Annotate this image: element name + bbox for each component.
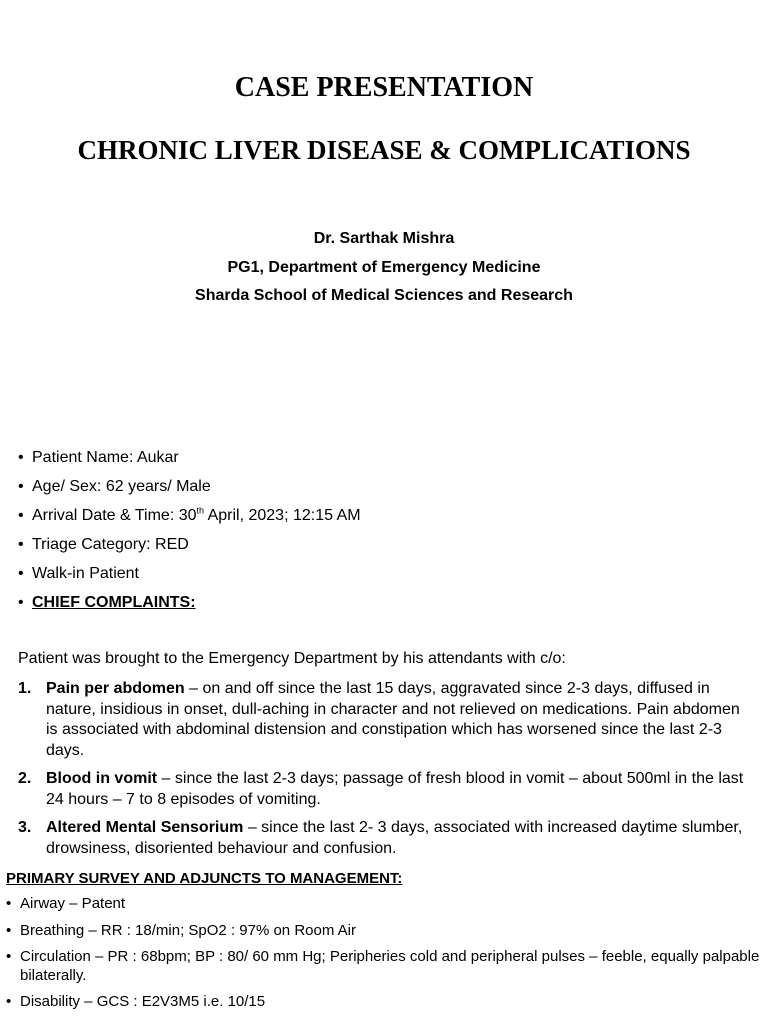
arrival-superscript: th (196, 505, 205, 516)
primary-survey-heading: PRIMARY SURVEY AND ADJUNCTS TO MANAGEMENT: (6, 870, 403, 887)
author-position: PG1, Department of Emergency Medicine (227, 259, 541, 276)
complaint-item (18, 769, 753, 810)
complaint-number: 3. (18, 819, 32, 836)
survey-item-disability: • Disability – GCS : E2V3M5 i.e. 10/15 (6, 993, 761, 1012)
complaint-text: – on and off since the last 15 days, aggravated since 2-3 days, diffused in nature, insidious in onset, dull-aching in character and not relieved on medications. Pain abdomen is associated with abdominal distension and constipation which has worsened since the last 2-3 days. (46, 680, 740, 759)
chief-complaints-label: CHIEF COMPLAINTS: (32, 594, 196, 611)
arrival-suffix: April, 2023; 12:15 AM (204, 507, 361, 524)
complaint-number: 1. (18, 680, 32, 697)
complaint-number: 2. (18, 770, 32, 787)
patient-details-list (18, 446, 361, 620)
survey-item-circulation: • Circulation – PR : 68bpm; BP : 80/ 60 mm Hg; Peripheries cold and peripheral pulses – feeble, equally palpable bilaterally. (6, 948, 761, 985)
patient-name: • Patient Name: Aukar (18, 446, 361, 475)
complaint-item (18, 818, 753, 859)
complaints-list (18, 679, 753, 867)
chief-complaints-heading (18, 591, 361, 620)
survey-item-airway: • Airway – Patent (6, 895, 761, 914)
patient-triage: • Triage Category: RED (18, 533, 361, 562)
author-institution: Sharda School of Medical Sciences and Research (195, 287, 573, 304)
arrival-prefix: Arrival Date & Time: 30 (32, 507, 197, 524)
complaint-text: – since the last 2-3 days; passage of fresh blood in vomit – about 500ml in the last 24 hours – 7 to 8 episodes of vomiting. (46, 770, 744, 808)
title-chronic-liver-disease: CHRONIC LIVER DISEASE & COMPLICATIONS (77, 135, 691, 165)
survey-item-breathing: • Breathing – RR : 18/min; SpO2 : 97% on Room Air (6, 922, 761, 941)
patient-walkin: • Walk-in Patient (18, 562, 361, 591)
complaint-heading: Blood in vomit (46, 770, 158, 787)
title-case-presentation: CASE PRESENTATION (234, 72, 534, 103)
author-name: Dr. Sarthak Mishra (313, 230, 455, 247)
intro-text: Patient was brought to the Emergency Department by his attendants with c/o: (18, 650, 566, 667)
primary-survey-list (6, 895, 761, 1020)
patient-age-sex: • Age/ Sex: 62 years/ Male (18, 475, 361, 504)
patient-arrival (18, 504, 361, 533)
complaint-heading: Altered Mental Sensorium (46, 819, 244, 836)
complaint-text: – since the last 2- 3 days, associated with increased daytime slumber, drowsiness, disoriented behaviour and confusion. (46, 819, 743, 857)
complaint-heading: Pain per abdomen (46, 680, 185, 697)
complaint-item (18, 679, 753, 761)
